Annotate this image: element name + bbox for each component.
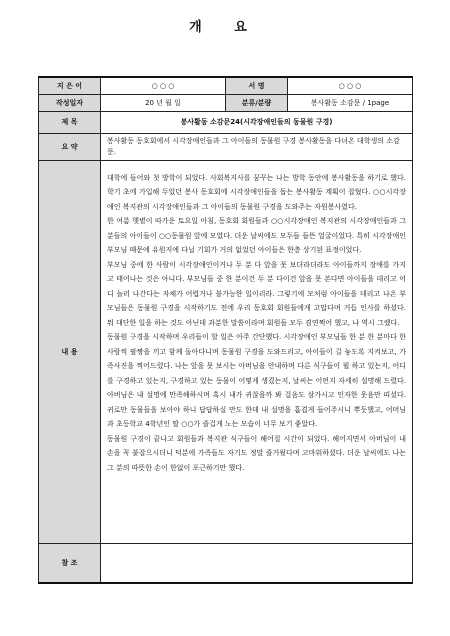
summary-value: 봉사활동 동호회에서 시각장애인들과 그 아이들의 동물원 구경 봉사활동을 다녀온 대학생의 소감문. <box>101 133 413 160</box>
content-body <box>101 160 413 543</box>
date-value: 20 년 월 일 <box>101 94 226 111</box>
reference-row <box>39 543 413 583</box>
content-paragraph: 동물원 구경이 끝나고 회원들과 복지관 식구들이 헤어질 시간이 되었다. 헤어지면서 아버님이 내 손을 꼭 붙잡으시더니 덕분에 가족들도 자기도 정말 즐거웠다며 고마워하셨다. 더운 날씨에도 나는 그 분의 따뜻한 손이 한없이 포근하기만 했다. <box>107 434 406 472</box>
content-label: 내 용 <box>39 160 101 543</box>
summary-row <box>39 133 413 160</box>
signature-value: ○ ○ ○ <box>288 77 413 94</box>
content-paragraph: 부모님 중에 한 사람이 시각장애인이거나 두 분 다 앞을 못 보더라더라도 아이들까지 장애를 가지고 태어나는 것은 아니다. 부모님들 중 한 분이건 두 분 다이건 앞을 못 본다면 아이들을 데리고 어디 놀러 나간다는 자체가 어렵거나 불가능한 일이리라. 그렇기에 모처럼 아이들을 데리고 나온 부모님들은 동물원 구경을 시작하기도 전에 우리 동호회 회원들에게 고맙다며 거듭 인사를 하셨다. 뭐 대단한 일을 하는 것도 아닌데 과분한 말씀이라며 회원들 모두 겸연쩍어 했고, 나 역시 그랬다. <box>107 260 406 327</box>
content-paragraph: 한 여름 햇볕이 따가운 토요일 아침, 동호회 회원들과 ○○시각장애인 복지관의 시각장애인들과 그 분들의 아이들이 ○○동물원 앞에 모였다. 더운 날씨에도 모두들 들뜬 얼굴이었다. 특히 시각장애인 부모님 때문에 유원지에 다닐 기회가 거의 없었던 아이들은 한층 상기된 표정이었다. <box>107 217 406 254</box>
date-row <box>39 94 413 111</box>
author-value: ○ ○ ○ <box>101 77 226 94</box>
reference-value <box>101 543 413 583</box>
category-label: 분류/분량 <box>226 94 288 111</box>
content-paragraph: 동물원 구경을 시작하며 우리들이 할 일은 아주 간단했다. 시각장애인 부모님들 한 분 한 분마다 한 사람씩 팔짱을 끼고 함께 돌아다니며 동물원 구경을 도와드리고, 아이들이 길 놓도록 지켜보고, 가족사진을 찍어드렸다. 나는 앞을 못 보시는 아버님을 안내하며 다른 식구들이 뭘 하고 있는지, 어디를 구경하고 있는지, 구경하고 있는 동물이 어떻게 생겼는지, 날씨는 어떤지 자세히 설명해 드렸다. 아버님은 내 설명에 만족해하시며 혹시 내가 귀찮을까 봐 걸음도 삼가시고 인자한 웃음만 띠셨다. 귀로만 동물들을 보아야 하니 답답하실 만도 한데 내 설명을 흡겹게 들어주시니 뿌듯했고, 어머님과 초등학교 4학년인 딸 ○○가 즐겁게 노는 모습이 너무 보기 좋았다. <box>107 333 406 428</box>
content-paragraph: 대학에 들어와 첫 방학이 되었다. 사회복지사를 꿈꾸는 나는 방학 동안에 봉사활동을 하기로 했다. 학기 초에 가입해 두었던 봉사 동호회에 시각장애인들을 돕는 봉사활동 계획이 잡혔다. ○○시각장애인 복지관의 시각장애인들과 그 아이들의 동물원 구경을 도와주는 자원봉사였다. <box>107 173 406 211</box>
signature-label: 서 명 <box>226 77 288 94</box>
content-row <box>39 160 413 543</box>
author-row <box>39 77 413 94</box>
subject-row <box>39 111 413 133</box>
date-label: 작성일자 <box>39 94 101 111</box>
author-label: 지 은 이 <box>39 77 101 94</box>
category-value: 봉사활동 소감문 / 1page <box>288 94 413 111</box>
page-title: 개 요 <box>189 20 261 35</box>
reference-label: 참 조 <box>39 543 101 583</box>
summary-form <box>38 76 413 584</box>
subject-value: 봉사활동 소감문24(시각장애인들의 동물원 구경) <box>101 111 413 133</box>
summary-label: 요 약 <box>39 133 101 160</box>
subject-label: 제 목 <box>39 111 101 133</box>
